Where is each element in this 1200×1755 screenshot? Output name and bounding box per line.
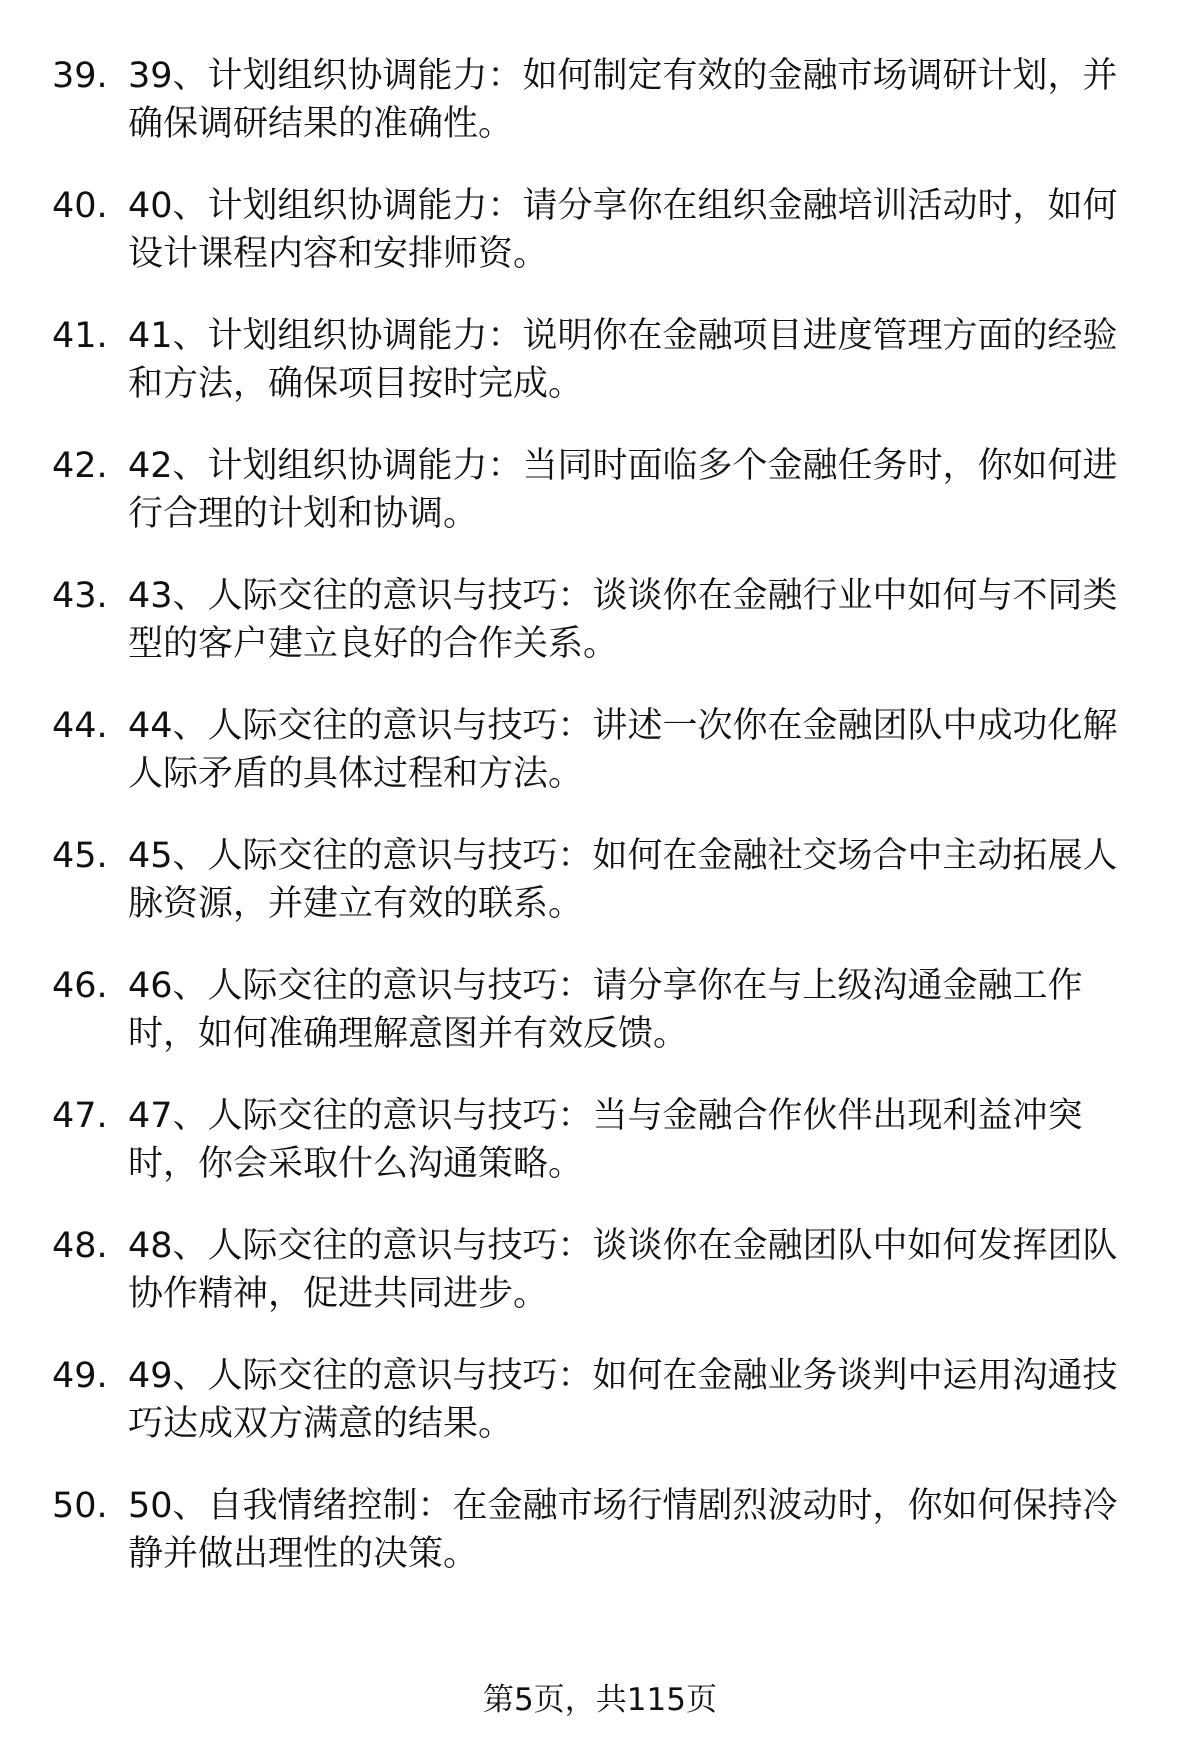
question-item [0,1352,1200,1482]
question-number: 44. [52,706,108,746]
question-number: 48. [52,1226,108,1266]
question-text: 41、计划组织协调能力：说明你在金融项目进度管理方面的经验和方法，确保项目按时完成。 [128,316,1118,404]
question-text: 39、计划组织协调能力：如何制定有效的金融市场调研计划，并确保调研结果的准确性。 [128,56,1118,144]
question-number: 47. [52,1096,108,1136]
question-item [0,312,1200,442]
question-item [0,572,1200,702]
question-number: 40. [52,186,108,226]
question-text: 44、人际交往的意识与技巧：讲述一次你在金融团队中成功化解人际矛盾的具体过程和方法。 [128,706,1118,794]
question-item [0,702,1200,832]
question-number: 42. [52,446,108,486]
question-item [0,962,1200,1092]
question-text: 46、人际交往的意识与技巧：请分享你在与上级沟通金融工作时，如何准确理解意图并有效反馈。 [128,966,1083,1054]
question-item [0,442,1200,572]
page-footer: 第5页，共115页 [483,1682,717,1718]
question-text: 43、人际交往的意识与技巧：谈谈你在金融行业中如何与不同类型的客户建立良好的合作关系。 [128,576,1118,664]
question-item [0,1222,1200,1352]
question-item [0,1092,1200,1222]
question-item [0,182,1200,312]
question-text: 48、人际交往的意识与技巧：谈谈你在金融团队中如何发挥团队协作精神，促进共同进步。 [128,1226,1118,1314]
question-number: 41. [52,316,108,356]
question-text: 47、人际交往的意识与技巧：当与金融合作伙伴出现利益冲突时，你会采取什么沟通策略。 [128,1096,1083,1184]
question-number: 49. [52,1356,108,1396]
question-text: 42、计划组织协调能力：当同时面临多个金融任务时，你如何进行合理的计划和协调。 [128,446,1118,534]
question-item [0,52,1200,182]
question-list [0,52,1200,1612]
question-number: 39. [52,56,108,96]
question-text: 45、人际交往的意识与技巧：如何在金融社交场合中主动拓展人脉资源，并建立有效的联系。 [128,836,1118,924]
question-number: 46. [52,966,108,1006]
question-text: 49、人际交往的意识与技巧：如何在金融业务谈判中运用沟通技巧达成双方满意的结果。 [128,1356,1118,1444]
question-text: 40、计划组织协调能力：请分享你在组织金融培训活动时，如何设计课程内容和安排师资。 [128,186,1118,274]
question-number: 45. [52,836,108,876]
question-text: 50、自我情绪控制：在金融市场行情剧烈波动时，你如何保持冷静并做出理性的决策。 [128,1486,1118,1574]
question-item [0,1482,1200,1612]
question-number: 50. [52,1486,108,1526]
question-number: 43. [52,576,108,616]
question-item [0,832,1200,962]
